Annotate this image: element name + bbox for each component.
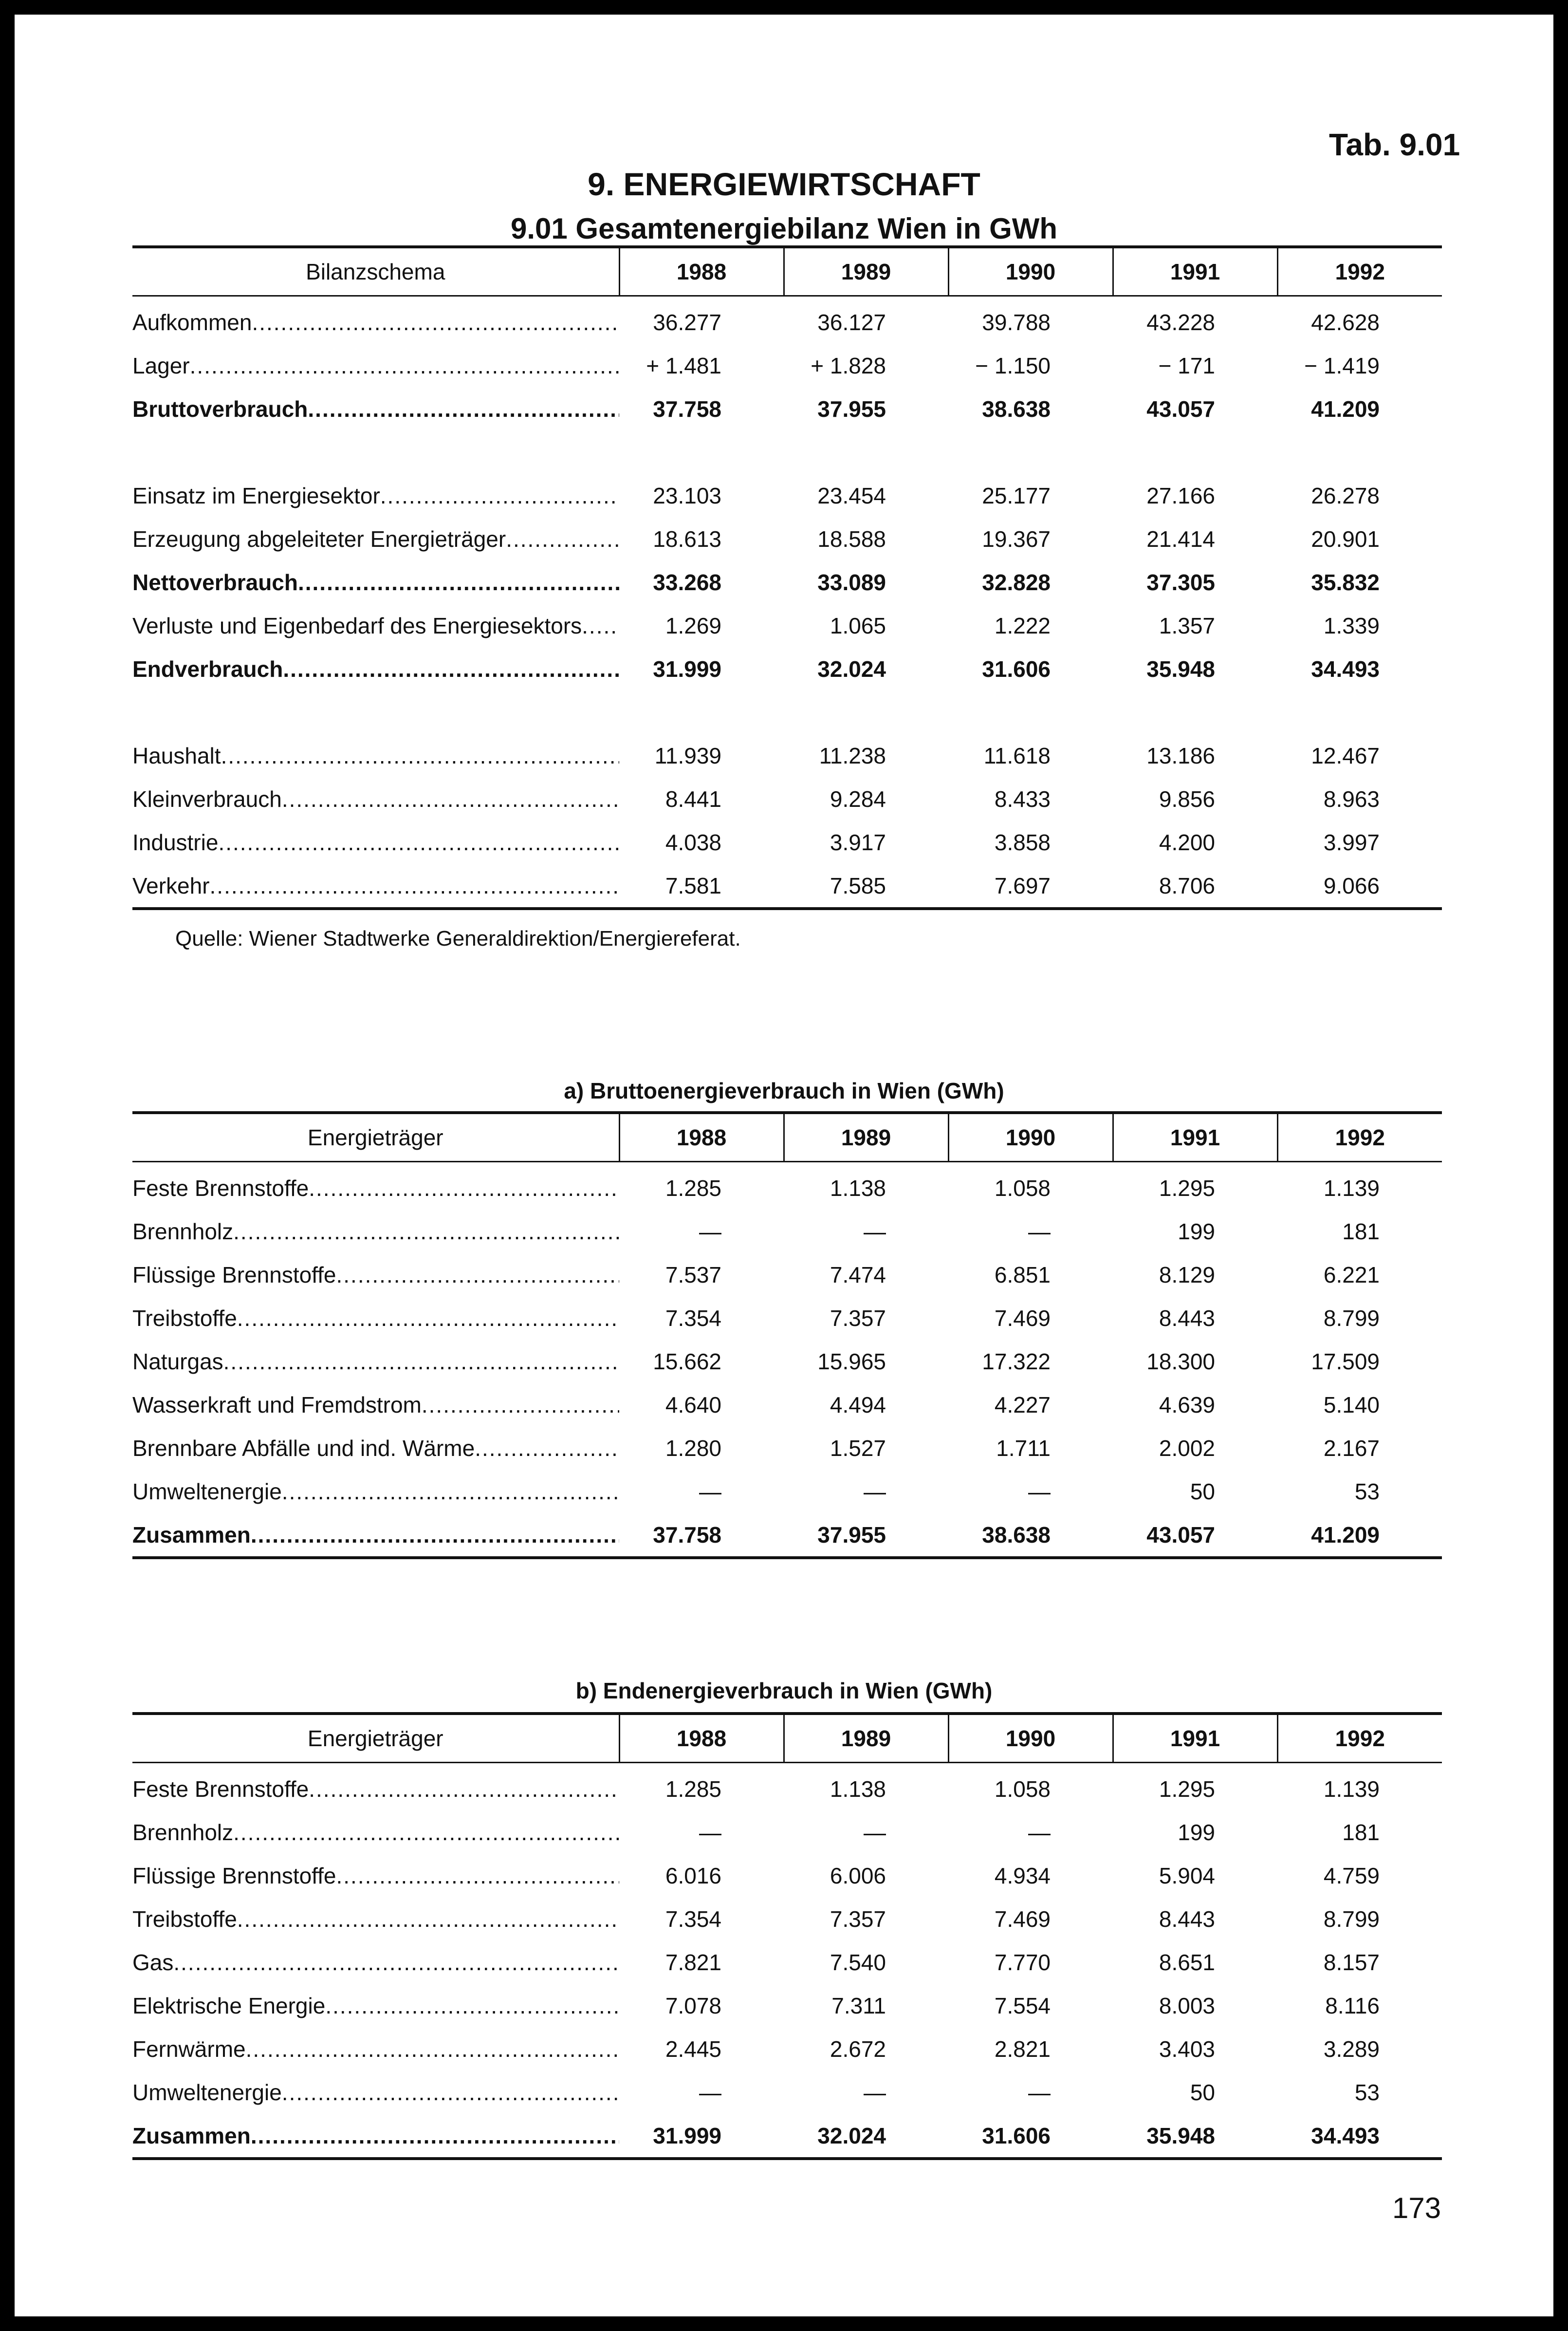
table-cell-value: 43.057	[1146, 396, 1215, 422]
table-cell-value: 7.474	[830, 1262, 886, 1287]
row-label-text: Flüssige Brennstoffe .....	[132, 1262, 619, 1287]
table-cell-value: 9.856	[1159, 786, 1215, 812]
table-cell-value: 25.177	[982, 483, 1051, 508]
row-label-text: Brennholz .....	[132, 1219, 619, 1244]
row-label-text: Nettoverbrauch .....	[132, 570, 619, 595]
table-cell-value: —	[864, 1218, 886, 1244]
table-cell-value: 199	[1178, 1218, 1215, 1244]
table-cell-value: 1.065	[830, 613, 886, 638]
table-cell-value: —	[699, 1819, 721, 1845]
table-cell-value: 7.585	[784, 864, 948, 909]
table-cell-value: 20.901	[1311, 526, 1380, 552]
row-label-text: Zusammen .....	[132, 1522, 619, 1548]
table-cell-value: 8.706	[1113, 864, 1277, 909]
table-cell-value: 8.157	[1323, 1949, 1380, 1975]
table-row	[132, 296, 1442, 344]
row-label-text: Umweltenergie .....	[132, 2080, 619, 2105]
table-cell-value: 38.638	[948, 1513, 1113, 1558]
table-cell-value: —	[699, 2079, 721, 2105]
table-cell-value: 37.305	[1146, 569, 1215, 595]
table-cell-value: 8.651	[1159, 1949, 1215, 1975]
table-cell-value: 7.697	[948, 864, 1113, 909]
table-cell-value: 7.078	[665, 1993, 721, 2018]
row-label	[132, 1426, 619, 1470]
table-row	[132, 1162, 1442, 1210]
table-cell-value: 1.058	[994, 1776, 1051, 1802]
table-cell-value: 34.493	[1277, 2114, 1442, 2159]
row-label	[132, 344, 619, 387]
table-cell-value: 3.289	[1323, 2036, 1380, 2062]
table-cell-value: 1.280	[665, 1435, 721, 1461]
row-label	[132, 1984, 619, 2027]
row-label	[132, 474, 619, 517]
table-cell-value: − 1.150	[975, 353, 1051, 378]
table-cell-value: 37.758	[619, 1513, 784, 1558]
table-row	[132, 1897, 1442, 1940]
chapter-title: 9. ENERGIEWIRTSCHAFT	[588, 166, 980, 202]
row-label	[132, 1763, 619, 1811]
table-row	[132, 604, 1442, 647]
table-cell-value: 37.955	[817, 396, 886, 422]
table-row	[132, 2027, 1442, 2070]
row-label-text: Flüssige Brennstoffe .....	[132, 1863, 619, 1888]
table-cell-value: 8.799	[1323, 1305, 1380, 1331]
table-cell-value: 31.999	[619, 2114, 784, 2159]
column-header-energy-source: Energieträger	[132, 1714, 619, 1763]
row-label	[132, 296, 619, 344]
table-cell-value: 32.024	[784, 2114, 948, 2159]
table-row	[132, 1940, 1442, 1984]
table-cell-value: 181	[1342, 1819, 1380, 1845]
table-cell-value: —	[864, 1478, 886, 1504]
row-label	[132, 2027, 619, 2070]
table-cell-value: 27.166	[1146, 483, 1215, 508]
table-cell-value: + 1.828	[811, 353, 886, 378]
table-cell-value: —	[699, 1218, 721, 1244]
table-cell-value: 18.300	[1146, 1348, 1215, 1374]
table-cell-value: 7.354	[665, 1906, 721, 1932]
table-row	[132, 1383, 1442, 1426]
row-label	[132, 864, 619, 909]
table-cell-value: − 171	[1158, 353, 1215, 378]
table-cell-value: 8.003	[1159, 1993, 1215, 2018]
table-row	[132, 387, 1442, 430]
table-cell-value: 12.467	[1311, 743, 1380, 768]
table-cell-value: 1.295	[1159, 1776, 1215, 1802]
table-cell-value: 23.103	[653, 483, 721, 508]
final-energy-consumption-table	[132, 1712, 1442, 2160]
table-cell-value: 199	[1178, 1819, 1215, 1845]
table-cell-value: 32.828	[982, 569, 1051, 595]
table-cell-value: 35.832	[1311, 569, 1380, 595]
table-cell-value: 4.639	[1159, 1392, 1215, 1417]
table-cell-value: 15.662	[653, 1348, 721, 1374]
table-cell-value: 3.997	[1323, 829, 1380, 855]
spacer-row	[132, 690, 1442, 734]
row-label	[132, 1470, 619, 1513]
table-cell-value: 4.200	[1159, 829, 1215, 855]
table-cell-value: 17.322	[982, 1348, 1051, 1374]
column-header-schema: Bilanzschema	[132, 247, 619, 296]
table-cell-value: —	[1028, 1478, 1051, 1504]
row-label-text: Endverbrauch .....	[132, 656, 619, 682]
row-label	[132, 821, 619, 864]
row-label	[132, 1383, 619, 1426]
table-cell-value: 1.058	[994, 1175, 1051, 1201]
row-label	[132, 1162, 619, 1210]
table-cell-value: 31.999	[653, 656, 721, 682]
row-label-text: Bruttoverbrauch .....	[132, 396, 619, 422]
column-header-year: 1988	[619, 1714, 784, 1763]
row-label-text: Brennholz .....	[132, 1820, 619, 1845]
row-label	[132, 560, 619, 604]
table-row	[132, 647, 1442, 690]
table-cell-value: 32.024	[817, 656, 886, 682]
table-reference: Tab. 9.01	[1329, 127, 1460, 162]
table-row	[132, 1253, 1442, 1296]
table-cell-value: 43.228	[1146, 309, 1215, 335]
table-cell-value: 7.311	[831, 1993, 886, 2018]
table-row	[132, 777, 1442, 821]
table-row	[132, 1810, 1442, 1854]
table-cell-value: 1.527	[830, 1435, 886, 1461]
table-cell-value: 1.138	[830, 1175, 886, 1201]
document-page	[15, 15, 1553, 2316]
table-cell-value: 8.129	[1159, 1262, 1215, 1287]
row-label	[132, 604, 619, 647]
table-cell-value: 7.469	[994, 1906, 1051, 1932]
table-row	[132, 821, 1442, 864]
spacer-row	[132, 430, 1442, 474]
table-row	[132, 1470, 1442, 1513]
table-cell-value: 7.770	[994, 1949, 1051, 1975]
table-cell-value: 36.277	[653, 309, 721, 335]
table-row	[132, 1763, 1442, 1811]
table-cell-value: 50	[1190, 1478, 1215, 1504]
row-label	[132, 1940, 619, 1984]
table-cell-value: —	[1028, 1819, 1051, 1845]
table-cell-value: 18.588	[817, 526, 886, 552]
table-cell-value: 1.711	[996, 1435, 1051, 1461]
row-label	[132, 1296, 619, 1340]
table-cell-value: 41.209	[1277, 1513, 1442, 1558]
table-cell-value: 7.554	[994, 1993, 1051, 2018]
table-cell-value: 3.403	[1159, 2036, 1215, 2062]
row-label-text: Haushalt .....	[132, 743, 619, 768]
table-cell-value: 8.443	[1159, 1906, 1215, 1932]
row-label-text: Kleinverbrauch .....	[132, 786, 619, 812]
table-row	[132, 1426, 1442, 1470]
table-cell-value: 1.295	[1159, 1175, 1215, 1201]
column-header-year: 1992	[1277, 1714, 1442, 1763]
table-row	[132, 2114, 1442, 2159]
table-cell-value: —	[864, 2079, 886, 2105]
column-header-year: 1992	[1277, 1113, 1442, 1162]
table-cell-value: + 1.481	[646, 353, 721, 378]
column-header-year: 1991	[1113, 247, 1277, 296]
table-cell-value: 1.269	[665, 613, 721, 638]
table-cell-value: 6.851	[994, 1262, 1051, 1287]
table-cell-value: 7.357	[830, 1906, 886, 1932]
table-cell-value: 36.127	[817, 309, 886, 335]
table-cell-value: 53	[1354, 1478, 1380, 1504]
table-cell-value: 19.367	[982, 526, 1051, 552]
row-label-text: Umweltenergie .....	[132, 1479, 619, 1504]
row-label-text: Zusammen .....	[132, 2123, 619, 2148]
table-cell-value: 23.454	[817, 483, 886, 508]
row-label-text: Feste Brennstoffe .....	[132, 1175, 619, 1201]
table-cell-value: 11.238	[819, 743, 886, 768]
table-cell-value: 2.672	[830, 2036, 886, 2062]
table-row	[132, 734, 1442, 777]
row-label-text: Fernwärme .....	[132, 2036, 619, 2062]
table-cell-value: 7.354	[665, 1305, 721, 1331]
table-cell-value: 31.606	[948, 2114, 1113, 2159]
table-row	[132, 1513, 1442, 1558]
table-cell-value: 42.628	[1311, 309, 1380, 335]
table-cell-value: 1.285	[665, 1776, 721, 1802]
table-row	[132, 1296, 1442, 1340]
table-cell-value: 7.581	[619, 864, 784, 909]
source-note: Quelle: Wiener Stadtwerke Generaldirektion/Energiereferat.	[175, 927, 741, 951]
table-cell-value: 9.284	[830, 786, 886, 812]
row-label-text: Feste Brennstoffe .....	[132, 1776, 619, 1802]
table-cell-value: 1.139	[1323, 1776, 1380, 1802]
table-cell-value: 8.443	[1159, 1305, 1215, 1331]
table-row	[132, 474, 1442, 517]
gross-energy-consumption-table	[132, 1111, 1442, 1559]
table-cell-value: 4.759	[1323, 1863, 1380, 1888]
row-label-text: Einsatz im Energiesektor .....	[132, 483, 619, 508]
table-cell-value: 53	[1354, 2079, 1380, 2105]
table-cell-value: 3.858	[994, 829, 1051, 855]
table-cell-value: 7.357	[830, 1305, 886, 1331]
table-cell-value: 6.016	[665, 1863, 721, 1888]
table-cell-value: 1.139	[1323, 1175, 1380, 1201]
table-row	[132, 864, 1442, 909]
table-cell-value: 11.939	[654, 743, 721, 768]
column-header-year: 1990	[948, 1113, 1113, 1162]
row-label-text: Gas .....	[132, 1950, 619, 1975]
row-label	[132, 387, 619, 430]
row-label-text: Naturgas .....	[132, 1349, 619, 1374]
table-cell-value: 7.821	[665, 1949, 721, 1975]
table-row	[132, 560, 1442, 604]
table-cell-value: 1.285	[665, 1175, 721, 1201]
row-label-text: Treibstoffe .....	[132, 1906, 619, 1932]
table-cell-value: 7.537	[665, 1262, 721, 1287]
table-cell-value: 6.006	[830, 1863, 886, 1888]
table-title: 9.01 Gesamtenergiebilanz Wien in GWh	[510, 212, 1058, 245]
table-cell-value: 7.469	[994, 1305, 1051, 1331]
column-header-year: 1988	[619, 247, 784, 296]
row-label-text: Verkehr .....	[132, 873, 619, 898]
table-cell-value: —	[864, 1819, 886, 1845]
table-cell-value: 33.268	[653, 569, 721, 595]
table-cell-value: 8.963	[1323, 786, 1380, 812]
table-row	[132, 1984, 1442, 2027]
column-header-energy-source: Energieträger	[132, 1113, 619, 1162]
table-cell-value: 4.640	[665, 1392, 721, 1417]
column-header-year: 1990	[948, 1714, 1113, 1763]
table-cell-value: 8.799	[1323, 1906, 1380, 1932]
row-label-text: Verluste und Eigenbedarf des Energiesektors .....	[132, 613, 619, 638]
row-label	[132, 647, 619, 690]
row-label-text: Lager .....	[132, 353, 619, 378]
table-cell-value: 37.955	[784, 1513, 948, 1558]
table-cell-value: 35.948	[1113, 2114, 1277, 2159]
table-row	[132, 1854, 1442, 1897]
row-label-text: Elektrische Energie .....	[132, 1993, 619, 2018]
table-cell-value: 35.948	[1146, 656, 1215, 682]
column-header-year: 1989	[784, 247, 948, 296]
table-cell-value: 8.116	[1325, 1993, 1380, 2018]
row-label	[132, 2114, 619, 2159]
table-cell-value: 3.917	[830, 829, 886, 855]
table-header-row	[132, 1113, 1442, 1162]
row-label	[132, 1210, 619, 1253]
row-label-text: Industrie .....	[132, 830, 619, 855]
table-cell-value: 33.089	[817, 569, 886, 595]
row-label	[132, 517, 619, 560]
table-cell-value: 5.904	[1159, 1863, 1215, 1888]
row-label	[132, 777, 619, 821]
table-cell-value: 31.606	[982, 656, 1051, 682]
table-cell-value: 9.066	[1277, 864, 1442, 909]
table-cell-value: 8.441	[665, 786, 721, 812]
table-cell-value: 2.167	[1323, 1435, 1380, 1461]
table-cell-value: —	[1028, 2079, 1051, 2105]
table-cell-value: 2.002	[1159, 1435, 1215, 1461]
row-label	[132, 1854, 619, 1897]
table-cell-value: 1.339	[1323, 613, 1380, 638]
row-label	[132, 1253, 619, 1296]
table-cell-value: 2.821	[994, 2036, 1051, 2062]
table-b-title: b) Endenergieverbrauch in Wien (GWh)	[575, 1678, 993, 1703]
row-label-text: Wasserkraft und Fremdstrom .....	[132, 1392, 619, 1417]
column-header-year: 1989	[784, 1714, 948, 1763]
table-cell-value: 2.445	[665, 2036, 721, 2062]
table-header-row	[132, 1714, 1442, 1763]
table-cell-value: 1.222	[994, 613, 1051, 638]
column-header-year: 1990	[948, 247, 1113, 296]
energy-balance-table	[132, 245, 1442, 910]
table-cell-value: 7.540	[830, 1949, 886, 1975]
table-cell-value: 43.057	[1113, 1513, 1277, 1558]
table-cell-value: 21.414	[1146, 526, 1215, 552]
row-label	[132, 1340, 619, 1383]
column-header-year: 1988	[619, 1113, 784, 1162]
column-header-year: 1992	[1277, 247, 1442, 296]
table-cell-value: 26.278	[1311, 483, 1380, 508]
table-cell-value: 6.221	[1323, 1262, 1380, 1287]
row-label	[132, 1810, 619, 1854]
table-cell-value: 1.357	[1159, 613, 1215, 638]
row-label-text: Aufkommen .....	[132, 310, 619, 335]
table-cell-value: 181	[1342, 1218, 1380, 1244]
table-row	[132, 1340, 1442, 1383]
table-cell-value: 17.509	[1311, 1348, 1380, 1374]
table-cell-value: —	[699, 1478, 721, 1504]
table-cell-value: 8.433	[994, 786, 1051, 812]
table-cell-value: 18.613	[653, 526, 721, 552]
table-cell-value: 5.140	[1323, 1392, 1380, 1417]
table-cell-value: 13.186	[1146, 743, 1215, 768]
column-header-year: 1991	[1113, 1113, 1277, 1162]
table-cell-value: 15.965	[817, 1348, 886, 1374]
table-cell-value: 1.138	[830, 1776, 886, 1802]
table-cell-value: 4.038	[665, 829, 721, 855]
table-cell-value: 38.638	[982, 396, 1051, 422]
table-row	[132, 344, 1442, 387]
table-cell-value: 39.788	[982, 309, 1051, 335]
table-cell-value: 4.227	[994, 1392, 1051, 1417]
row-label-text: Treibstoffe .....	[132, 1305, 619, 1331]
row-label	[132, 1513, 619, 1558]
table-header-row	[132, 247, 1442, 296]
row-label-text: Brennbare Abfälle und ind. Wärme .....	[132, 1436, 619, 1461]
column-header-year: 1989	[784, 1113, 948, 1162]
table-cell-value: 37.758	[653, 396, 721, 422]
table-cell-value: 11.618	[983, 743, 1051, 768]
table-cell-value: 50	[1190, 2079, 1215, 2105]
table-cell-value: —	[1028, 1218, 1051, 1244]
row-label	[132, 734, 619, 777]
table-cell-value: 41.209	[1311, 396, 1380, 422]
table-row	[132, 2070, 1442, 2114]
table-cell-value: 4.494	[830, 1392, 886, 1417]
table-row	[132, 1210, 1442, 1253]
table-cell-value: − 1.419	[1304, 353, 1380, 378]
row-label	[132, 1897, 619, 1940]
table-cell-value: 34.493	[1311, 656, 1380, 682]
table-cell-value: 4.934	[994, 1863, 1051, 1888]
table-row	[132, 517, 1442, 560]
row-label	[132, 2070, 619, 2114]
table-a-title: a) Bruttoenergieverbrauch in Wien (GWh)	[564, 1078, 1004, 1103]
row-label-text: Erzeugung abgeleiteter Energieträger .....	[132, 526, 619, 552]
column-header-year: 1991	[1113, 1714, 1277, 1763]
page-number: 173	[1392, 2192, 1441, 2224]
